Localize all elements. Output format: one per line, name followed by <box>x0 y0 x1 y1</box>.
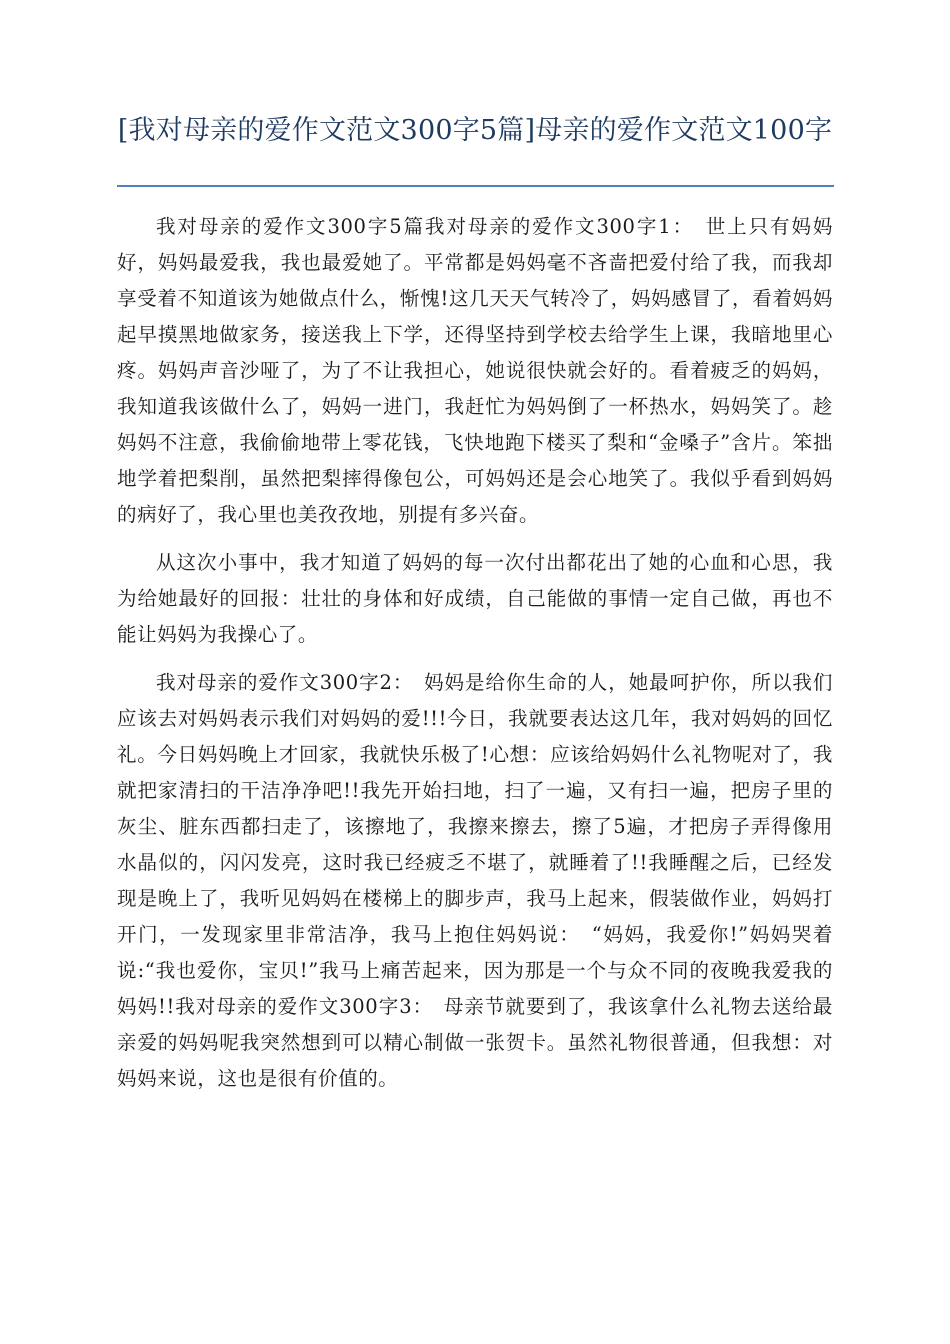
page-title: [我对母亲的爱作文范文300字5篇]母亲的爱作文范文100字 <box>117 115 833 146</box>
article-body <box>117 209 833 1109</box>
title-underline <box>117 185 834 187</box>
title-block <box>117 112 833 149</box>
paragraph-3: 我对母亲的爱作文300字2： 妈妈是给你生命的人，她最呵护你，所以我们应该去对妈妈表示我们对妈妈的爱!!!今日，我就要表达这几年，我对妈妈的回忆礼。今日妈妈晚上才回家，我就快乐极了!心想：应该给妈妈什么礼物呢对了，我就把家清扫的干洁净净吧!!我先开始扫地，扫了一遍，又有扫一遍，把房子里的灰尘、脏东西都扫走了，该擦地了，我擦来擦去，擦了5遍，才把房子弄得像用水晶似的，闪闪发亮，这时我已经疲乏不堪了，就睡着了!!我睡醒之后，已经发现是晚上了，我听见妈妈在楼梯上的脚步声，我马上起来，假装做作业，妈妈打开门，一发现家里非常洁净，我马上抱住妈妈说： “妈妈，我爱你!”妈妈哭着说:“我也爱你，宝贝!”我马上痛苦起来，因为那是一个与众不同的夜晚我爱我的妈妈!!我对母亲的爱作文300字3： 母亲节就要到了，我该拿什么礼物去送给最亲爱的妈妈呢我突然想到可以精心制做一张贺卡。虽然礼物很普通，但我想：对妈妈来说，这也是很有价值的。 <box>117 671 833 1090</box>
paragraph-1: 我对母亲的爱作文300字5篇我对母亲的爱作文300字1： 世上只有妈妈好，妈妈最爱我，我也最爱她了。平常都是妈妈毫不吝啬把爱付给了我，而我却享受着不知道该为她做点什么，惭愧!这几天天气转冷了，妈妈感冒了，看着妈妈起早摸黑地做家务，接送我上下学，还得坚持到学校去给学生上课，我暗地里心疼。妈妈声音沙哑了，为了不让我担心，她说很快就会好的。看着疲乏的妈妈，我知道我该做什么了，妈妈一进门，我赶忙为妈妈倒了一杯热水，妈妈笑了。趁妈妈不注意，我偷偷地带上零花钱，飞快地跑下楼买了梨和“金嗓子”含片。笨拙地学着把梨削，虽然把梨摔得像包公，可妈妈还是会心地笑了。我似乎看到妈妈的病好了，我心里也美孜孜地，别提有多兴奋。 <box>117 215 833 526</box>
paragraph-2: 从这次小事中，我才知道了妈妈的每一次付出都花出了她的心血和心思，我为给她最好的回报：壮壮的身体和好成绩，自己能做的事情一定自己做，再也不能让妈妈为我操心了。 <box>117 551 833 646</box>
